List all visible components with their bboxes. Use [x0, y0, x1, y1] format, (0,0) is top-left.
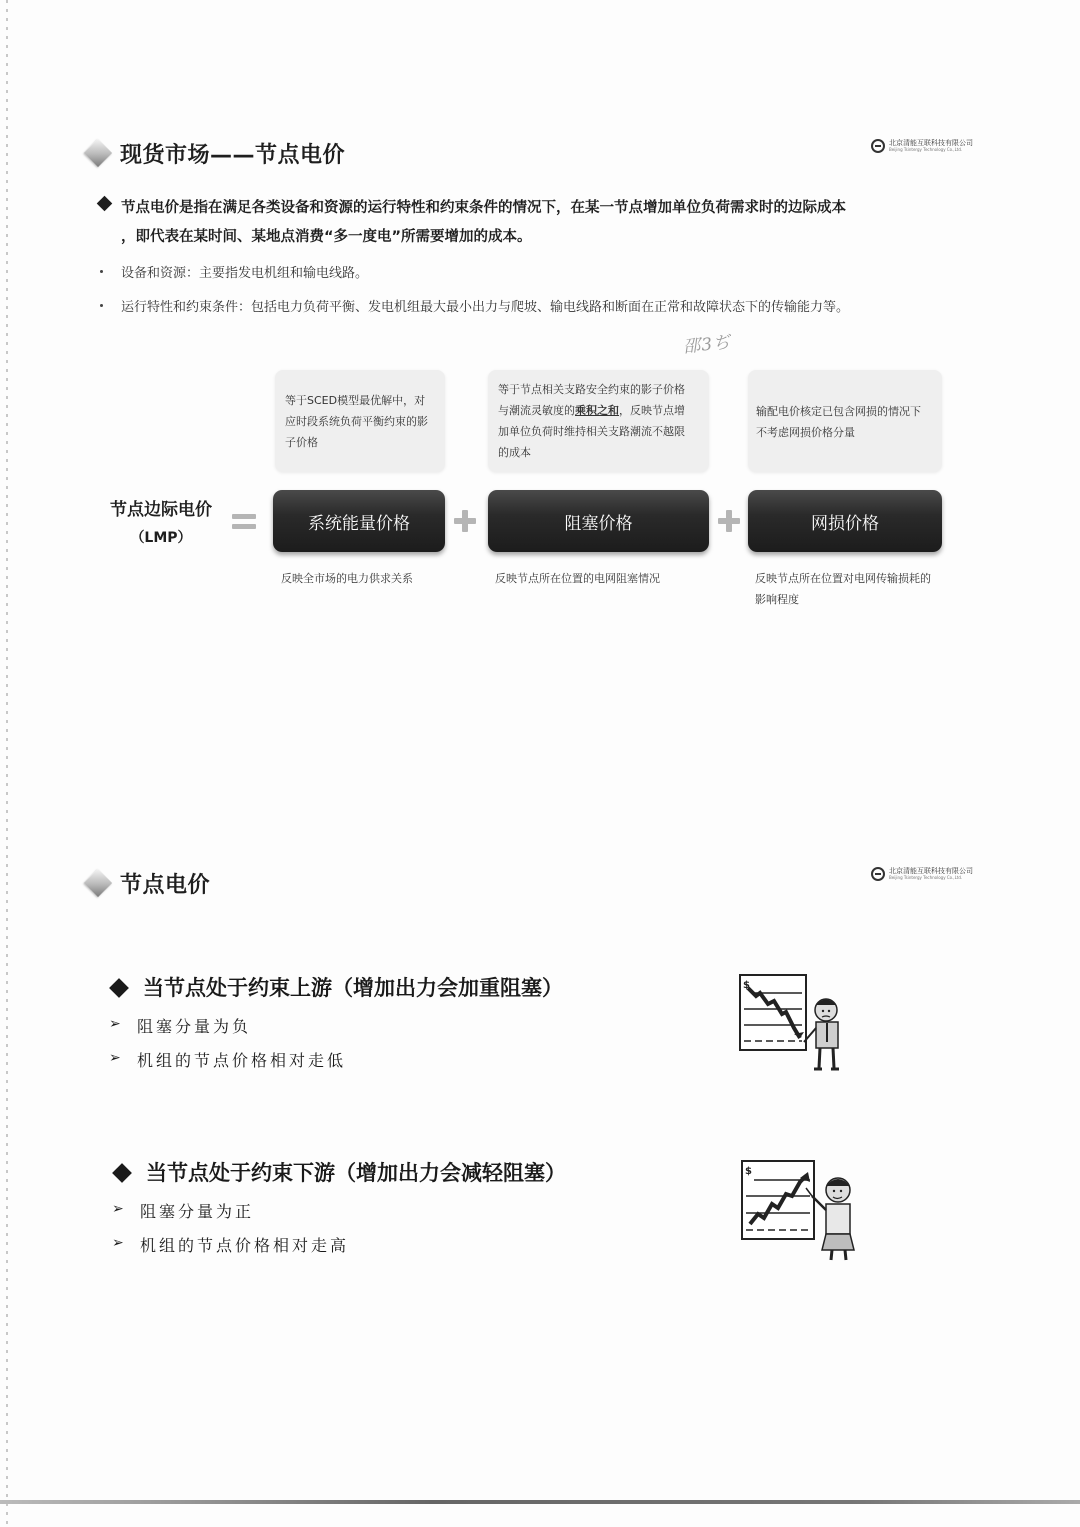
chart-dollar-label: $ [743, 980, 750, 991]
arrow-bullet-icon: ➢ [109, 1016, 121, 1032]
header-diamond-icon [84, 869, 112, 897]
logo-mark-icon [871, 867, 885, 881]
case-bullet-icon [112, 1163, 132, 1183]
arrow-bullet-icon: ➢ [112, 1201, 124, 1217]
energy-price-note [275, 370, 445, 472]
slide-spot-market-lmp [0, 0, 1080, 760]
loss-price-note [748, 370, 942, 472]
equals-icon [232, 513, 256, 531]
congestion-note-line [498, 400, 709, 421]
lmp-label-text: 节点边际电价 [110, 500, 212, 520]
logo-name-en: Beijing Tsintergy Technology Co.,Ltd. [889, 875, 963, 880]
page-bottom-edge [0, 1500, 1080, 1504]
chart-dollar-label: $ [745, 1166, 752, 1177]
energy-note-line: 应时段系统负荷平衡约束的影 [285, 415, 428, 428]
downstream-case-title: 当节点处于约束下游（增加出力会减轻阻塞） [146, 1161, 566, 1185]
rising-chart-person-icon [740, 1158, 860, 1264]
plus-icon [718, 510, 740, 532]
sub-point-dot-icon [100, 270, 103, 273]
downstream-case-item: 阻塞分量为正 [140, 1202, 255, 1221]
energy-desc-line: 反映全市场的电力供求关系 [281, 572, 413, 585]
upstream-case-item: 阻塞分量为负 [137, 1017, 252, 1036]
case-bullet-icon [109, 978, 129, 998]
arrow-bullet-icon: ➢ [112, 1235, 124, 1251]
handwritten-note: 邵3ぢ [682, 332, 733, 358]
congestion-price-description [495, 568, 660, 589]
energy-price-box: 系统能量价格 [273, 490, 445, 552]
header-diamond-icon [84, 139, 112, 167]
logo-name-cn: 北京清能互联科技有限公司 [889, 139, 973, 147]
congestion-note-text: ，反映节点增 [619, 404, 685, 417]
downstream-case-item: 机组的节点价格相对走高 [140, 1236, 350, 1255]
loss-price-box: 网损价格 [748, 490, 942, 552]
loss-desc-line: 反映节点所在位置对电网传输损耗的 [755, 572, 931, 585]
congestion-note-emphasis: 乘积之和 [575, 404, 619, 417]
congestion-note-line: 的成本 [498, 446, 531, 459]
definition-line-2: ，即代表在某时间、某地点消费“多一度电”所需要增加的成本。 [121, 229, 532, 245]
lmp-abbr: （LMP） [130, 530, 192, 546]
congestion-price-box: 阻塞价格 [488, 490, 709, 552]
company-logo [871, 867, 973, 881]
energy-price-description [281, 568, 413, 589]
congestion-price-note [488, 370, 709, 472]
logo-name-en: Beijing Tsintergy Technology Co.,Ltd. [889, 147, 963, 152]
loss-note-line: 不考虑网损价格分量 [756, 426, 855, 439]
logo-mark-icon [871, 139, 885, 153]
loss-price-description [755, 568, 931, 610]
arrow-bullet-icon: ➢ [109, 1050, 121, 1066]
definition-line-1: 节点电价是指在满足各类设备和资源的运行特性和约束条件的情况下，在某一节点增加单位负荷需求时的边际成本 [121, 200, 846, 216]
slide-nodal-price-cases [0, 800, 1080, 1500]
congestion-note-line: 加单位负荷时维持相关支路潮流不越限 [498, 425, 685, 438]
slide-title: 节点电价 [120, 873, 211, 898]
declining-chart-person-icon [738, 972, 856, 1072]
loss-note-line: 输配电价核定已包含网损的情况下 [756, 405, 921, 418]
congestion-desc-line: 反映节点所在位置的电网阻塞情况 [495, 572, 660, 585]
congestion-note-line: 等于节点相关支路安全约束的影子价格 [498, 383, 685, 396]
sub-point-dot-icon [100, 304, 103, 307]
plus-icon [454, 510, 476, 532]
congestion-note-text: 与潮流灵敏度的 [498, 404, 575, 417]
definition-bullet-icon [97, 196, 113, 212]
energy-note-line: 子价格 [285, 436, 318, 449]
slide-title: 现货市场——节点电价 [120, 143, 346, 168]
logo-name-cn: 北京清能互联科技有限公司 [889, 867, 973, 875]
upstream-case-item: 机组的节点价格相对走低 [137, 1051, 347, 1070]
sub-point-constraints: 运行特性和约束条件：包括电力负荷平衡、发电机组最大最小出力与爬坡、输电线路和断面在正常和故障状态下的传输能力等。 [121, 300, 850, 315]
upstream-case-title: 当节点处于约束上游（增加出力会加重阻塞） [143, 976, 563, 1000]
sub-point-resources: 设备和资源：主要指发电机组和输电线路。 [121, 266, 369, 281]
energy-note-line: 等于SCED模型最优解中，对 [285, 394, 426, 407]
lmp-label [96, 496, 226, 552]
company-logo [871, 139, 973, 153]
loss-desc-line: 影响程度 [755, 593, 799, 606]
